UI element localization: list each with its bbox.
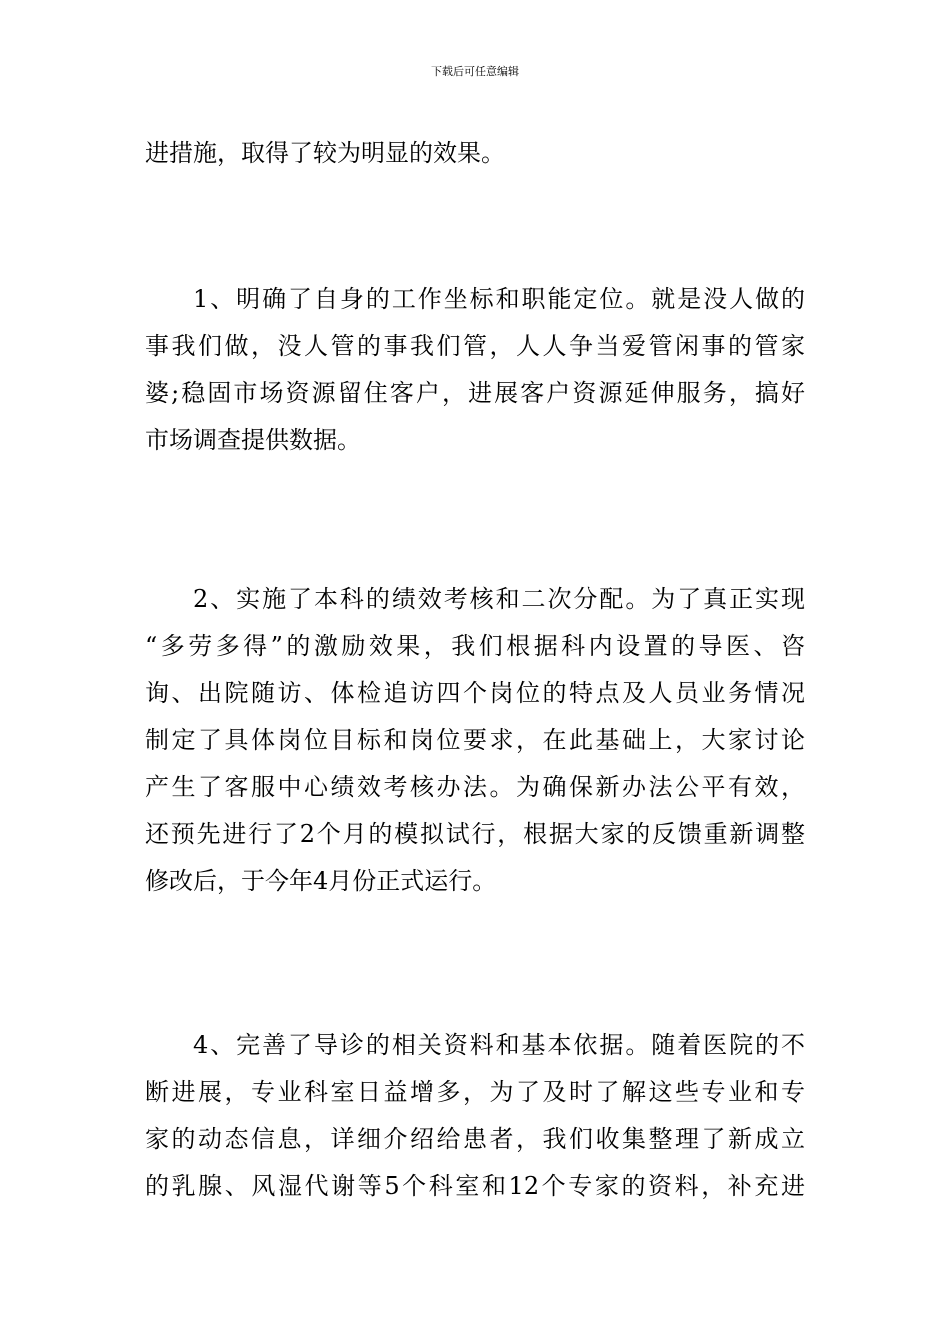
paragraph-line: 进措施，取得了较为明显的效果。: [145, 139, 505, 167]
paragraph-line: 事我们做，没人管的事我们管，人人争当爱管闲事的管家: [145, 332, 805, 360]
paragraph-line: 还预先进行了2个月的模拟试行，根据大家的反馈重新调整: [145, 820, 805, 848]
paragraph-line: 市场调查提供数据。: [145, 426, 361, 454]
paragraph-line: 询、出院随访、体检追访四个岗位的特点及人员业务情况: [145, 679, 805, 707]
paragraph-line: 的乳腺、风湿代谢等5个科室和12个专家的资料，补充进: [145, 1172, 805, 1200]
paragraph-line: “多劳多得”的激励效果，我们根据科内设置的导医、咨: [145, 632, 805, 660]
paragraph-line: 4、完善了导诊的相关资料和基本依据。随着医院的不: [193, 1031, 805, 1059]
paragraph-line: 修改后，于今年4月份正式运行。: [145, 867, 497, 895]
paragraph-continuation: [145, 130, 805, 177]
paragraph-line: 断进展，专业科室日益增多，为了及时了解这些专业和专: [145, 1078, 805, 1106]
paragraph-item-1: [145, 276, 805, 464]
paragraph-item-4: [145, 1022, 805, 1210]
paragraph-line: 2、实施了本科的绩效考核和二次分配。为了真正实现: [193, 585, 805, 613]
paragraph-item-2: [145, 576, 805, 905]
paragraph-line: 制定了具体岗位目标和岗位要求，在此基础上，大家讨论: [145, 726, 805, 754]
paragraph-line: 1、明确了自身的工作坐标和职能定位。就是没人做的: [193, 285, 805, 313]
paragraph-line: 产生了客服中心绩效考核办法。为确保新办法公平有效，: [145, 773, 805, 801]
paragraph-line: 婆;稳固市场资源留住客户，进展客户资源延伸服务，搞好: [145, 379, 805, 407]
page-header-note: 下载后可任意编辑: [431, 65, 519, 78]
paragraph-line: 家的动态信息，详细介绍给患者，我们收集整理了新成立: [145, 1125, 805, 1153]
